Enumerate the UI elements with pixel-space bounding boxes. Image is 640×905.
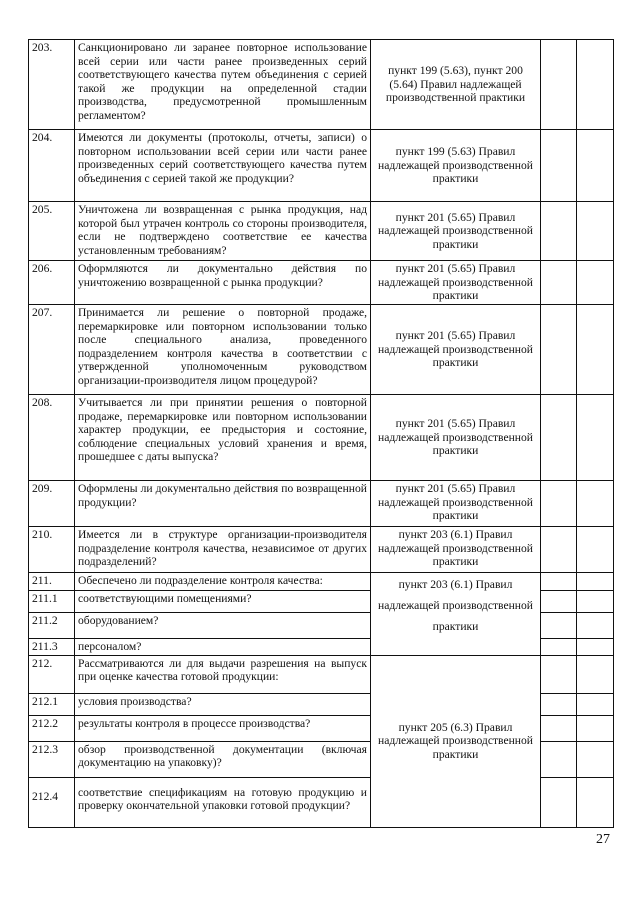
- table-row: [29, 481, 614, 527]
- item-number: 211.1: [29, 591, 75, 613]
- table-row: [29, 395, 614, 481]
- page-number: 27: [596, 832, 610, 847]
- answer-cell[interactable]: [541, 481, 577, 527]
- answer-cell[interactable]: [541, 655, 577, 693]
- item-number: 205.: [29, 202, 75, 261]
- item-question: персоналом?: [75, 639, 371, 656]
- answer-cell[interactable]: [577, 40, 614, 130]
- table-row: [29, 202, 614, 261]
- answer-cell[interactable]: [541, 613, 577, 639]
- answer-cell[interactable]: [577, 261, 614, 305]
- answer-cell[interactable]: [577, 639, 614, 656]
- answer-cell[interactable]: [541, 693, 577, 715]
- table-row: [29, 261, 614, 305]
- answer-cell[interactable]: [541, 261, 577, 305]
- item-number: 212.1: [29, 693, 75, 715]
- item-number: 212.4: [29, 777, 75, 827]
- item-reference: пункт 201 (5.65) Правил надлежащей производственной практики: [371, 202, 541, 261]
- item-question: Имеется ли в структуре организации-производителя подразделение контроля качества, независимое от других подразделений?: [75, 527, 371, 573]
- answer-cell[interactable]: [541, 40, 577, 130]
- item-number: 210.: [29, 527, 75, 573]
- item-number: 204.: [29, 130, 75, 202]
- item-number: 211.: [29, 573, 75, 591]
- answer-cell[interactable]: [541, 305, 577, 395]
- item-reference: пункт 203 (6.1) Правил надлежащей производственной практики: [371, 527, 541, 573]
- answer-cell[interactable]: [577, 527, 614, 573]
- item-question: Оформляются ли документально действия по уничтожению возвращенной с рынка продукции?: [75, 261, 371, 305]
- item-number: 211.3: [29, 639, 75, 656]
- answer-cell[interactable]: [541, 639, 577, 656]
- item-reference: пункт 201 (5.65) Правил надлежащей производственной практики: [371, 395, 541, 481]
- item-number: 203.: [29, 40, 75, 130]
- answer-cell[interactable]: [577, 715, 614, 741]
- item-question: соответствующими помещениями?: [75, 591, 371, 613]
- answer-cell[interactable]: [577, 591, 614, 613]
- item-question: Оформлены ли документально действия по возвращенной продукции?: [75, 481, 371, 527]
- item-reference: пункт 201 (5.65) Правил надлежащей производственной практики: [371, 305, 541, 395]
- item-question: Обеспечено ли подразделение контроля качества:: [75, 573, 371, 591]
- answer-cell[interactable]: [577, 481, 614, 527]
- item-number: 206.: [29, 261, 75, 305]
- item-reference: пункт 199 (5.63) Правил надлежащей производственной практики: [371, 130, 541, 202]
- item-question: Уничтожена ли возвращенная с рынка продукция, над которой был утрачен контроль со стороны производителя, если не подтверждено соответствие ее качества установленным требованиям?: [75, 202, 371, 261]
- item-number: 212.2: [29, 715, 75, 741]
- item-question: Принимается ли решение о повторной продаже, перемаркировке или повторном использовании только после специального анализа, проведенного подразделением контроля качества в соответствии с утвержденной уполномоченным руководством организации-производителя лицом процедурой?: [75, 305, 371, 395]
- item-reference: пункт 201 (5.65) Правил надлежащей производственной практики: [371, 261, 541, 305]
- answer-cell[interactable]: [541, 741, 577, 777]
- table-row: [29, 655, 614, 693]
- answer-cell[interactable]: [541, 715, 577, 741]
- item-question: оборудованием?: [75, 613, 371, 639]
- item-reference: пункт 203 (6.1) Правил надлежащей производственной практики: [371, 573, 541, 656]
- answer-cell[interactable]: [541, 130, 577, 202]
- answer-cell[interactable]: [577, 130, 614, 202]
- answer-cell[interactable]: [541, 777, 577, 827]
- table-row: [29, 527, 614, 573]
- answer-cell[interactable]: [577, 395, 614, 481]
- answer-cell[interactable]: [541, 591, 577, 613]
- item-question: Санкционировано ли заранее повторное использование всей серии или части ранее произведенных серий соответствующего качества путем объединения с серией такой же продукции на определенной стадии производства, предусмотренной промышленным регламентом?: [75, 40, 371, 130]
- table-row: [29, 573, 614, 591]
- item-reference: пункт 199 (5.63), пункт 200 (5.64) Правил надлежащей производственной практики: [371, 40, 541, 130]
- item-question: Рассматриваются ли для выдачи разрешения на выпуск при оценке качества готовой продукции:: [75, 655, 371, 693]
- item-question: Имеются ли документы (протоколы, отчеты, записи) о повторном использовании всей серии или части ранее произведенных серий соответствующего качества путем объединения с серией такой же продукции?: [75, 130, 371, 202]
- item-reference: пункт 205 (6.3) Правил надлежащей производственной практики: [371, 655, 541, 827]
- item-reference: пункт 201 (5.65) Правил надлежащей производственной практики: [371, 481, 541, 527]
- table-row: [29, 40, 614, 130]
- item-question: соответствие спецификациям на готовую продукцию и проверку окончательной упаковки готовой продукции?: [75, 777, 371, 827]
- item-number: 209.: [29, 481, 75, 527]
- answer-cell[interactable]: [577, 613, 614, 639]
- answer-cell[interactable]: [541, 202, 577, 261]
- answer-cell[interactable]: [577, 655, 614, 693]
- answer-cell[interactable]: [577, 693, 614, 715]
- checklist-table: [28, 39, 614, 828]
- answer-cell[interactable]: [577, 202, 614, 261]
- item-number: 208.: [29, 395, 75, 481]
- answer-cell[interactable]: [577, 777, 614, 827]
- item-number: 212.: [29, 655, 75, 693]
- item-number: 211.2: [29, 613, 75, 639]
- table-row: [29, 130, 614, 202]
- item-question: Учитывается ли при принятии решения о повторной продаже, перемаркировке или повторном использовании характер продукции, ее предыстория и состояние, соблюдение специальных условий хранения и время, прошедшее с даты выпуска?: [75, 395, 371, 481]
- table-row: [29, 305, 614, 395]
- item-number: 212.3: [29, 741, 75, 777]
- item-question: обзор производственной документации (включая документацию на упаковку)?: [75, 741, 371, 777]
- answer-cell[interactable]: [541, 573, 577, 591]
- item-question: результаты контроля в процессе производства?: [75, 715, 371, 741]
- item-number: 207.: [29, 305, 75, 395]
- item-question: условия производства?: [75, 693, 371, 715]
- answer-cell[interactable]: [541, 527, 577, 573]
- answer-cell[interactable]: [577, 305, 614, 395]
- answer-cell[interactable]: [577, 573, 614, 591]
- answer-cell[interactable]: [577, 741, 614, 777]
- answer-cell[interactable]: [541, 395, 577, 481]
